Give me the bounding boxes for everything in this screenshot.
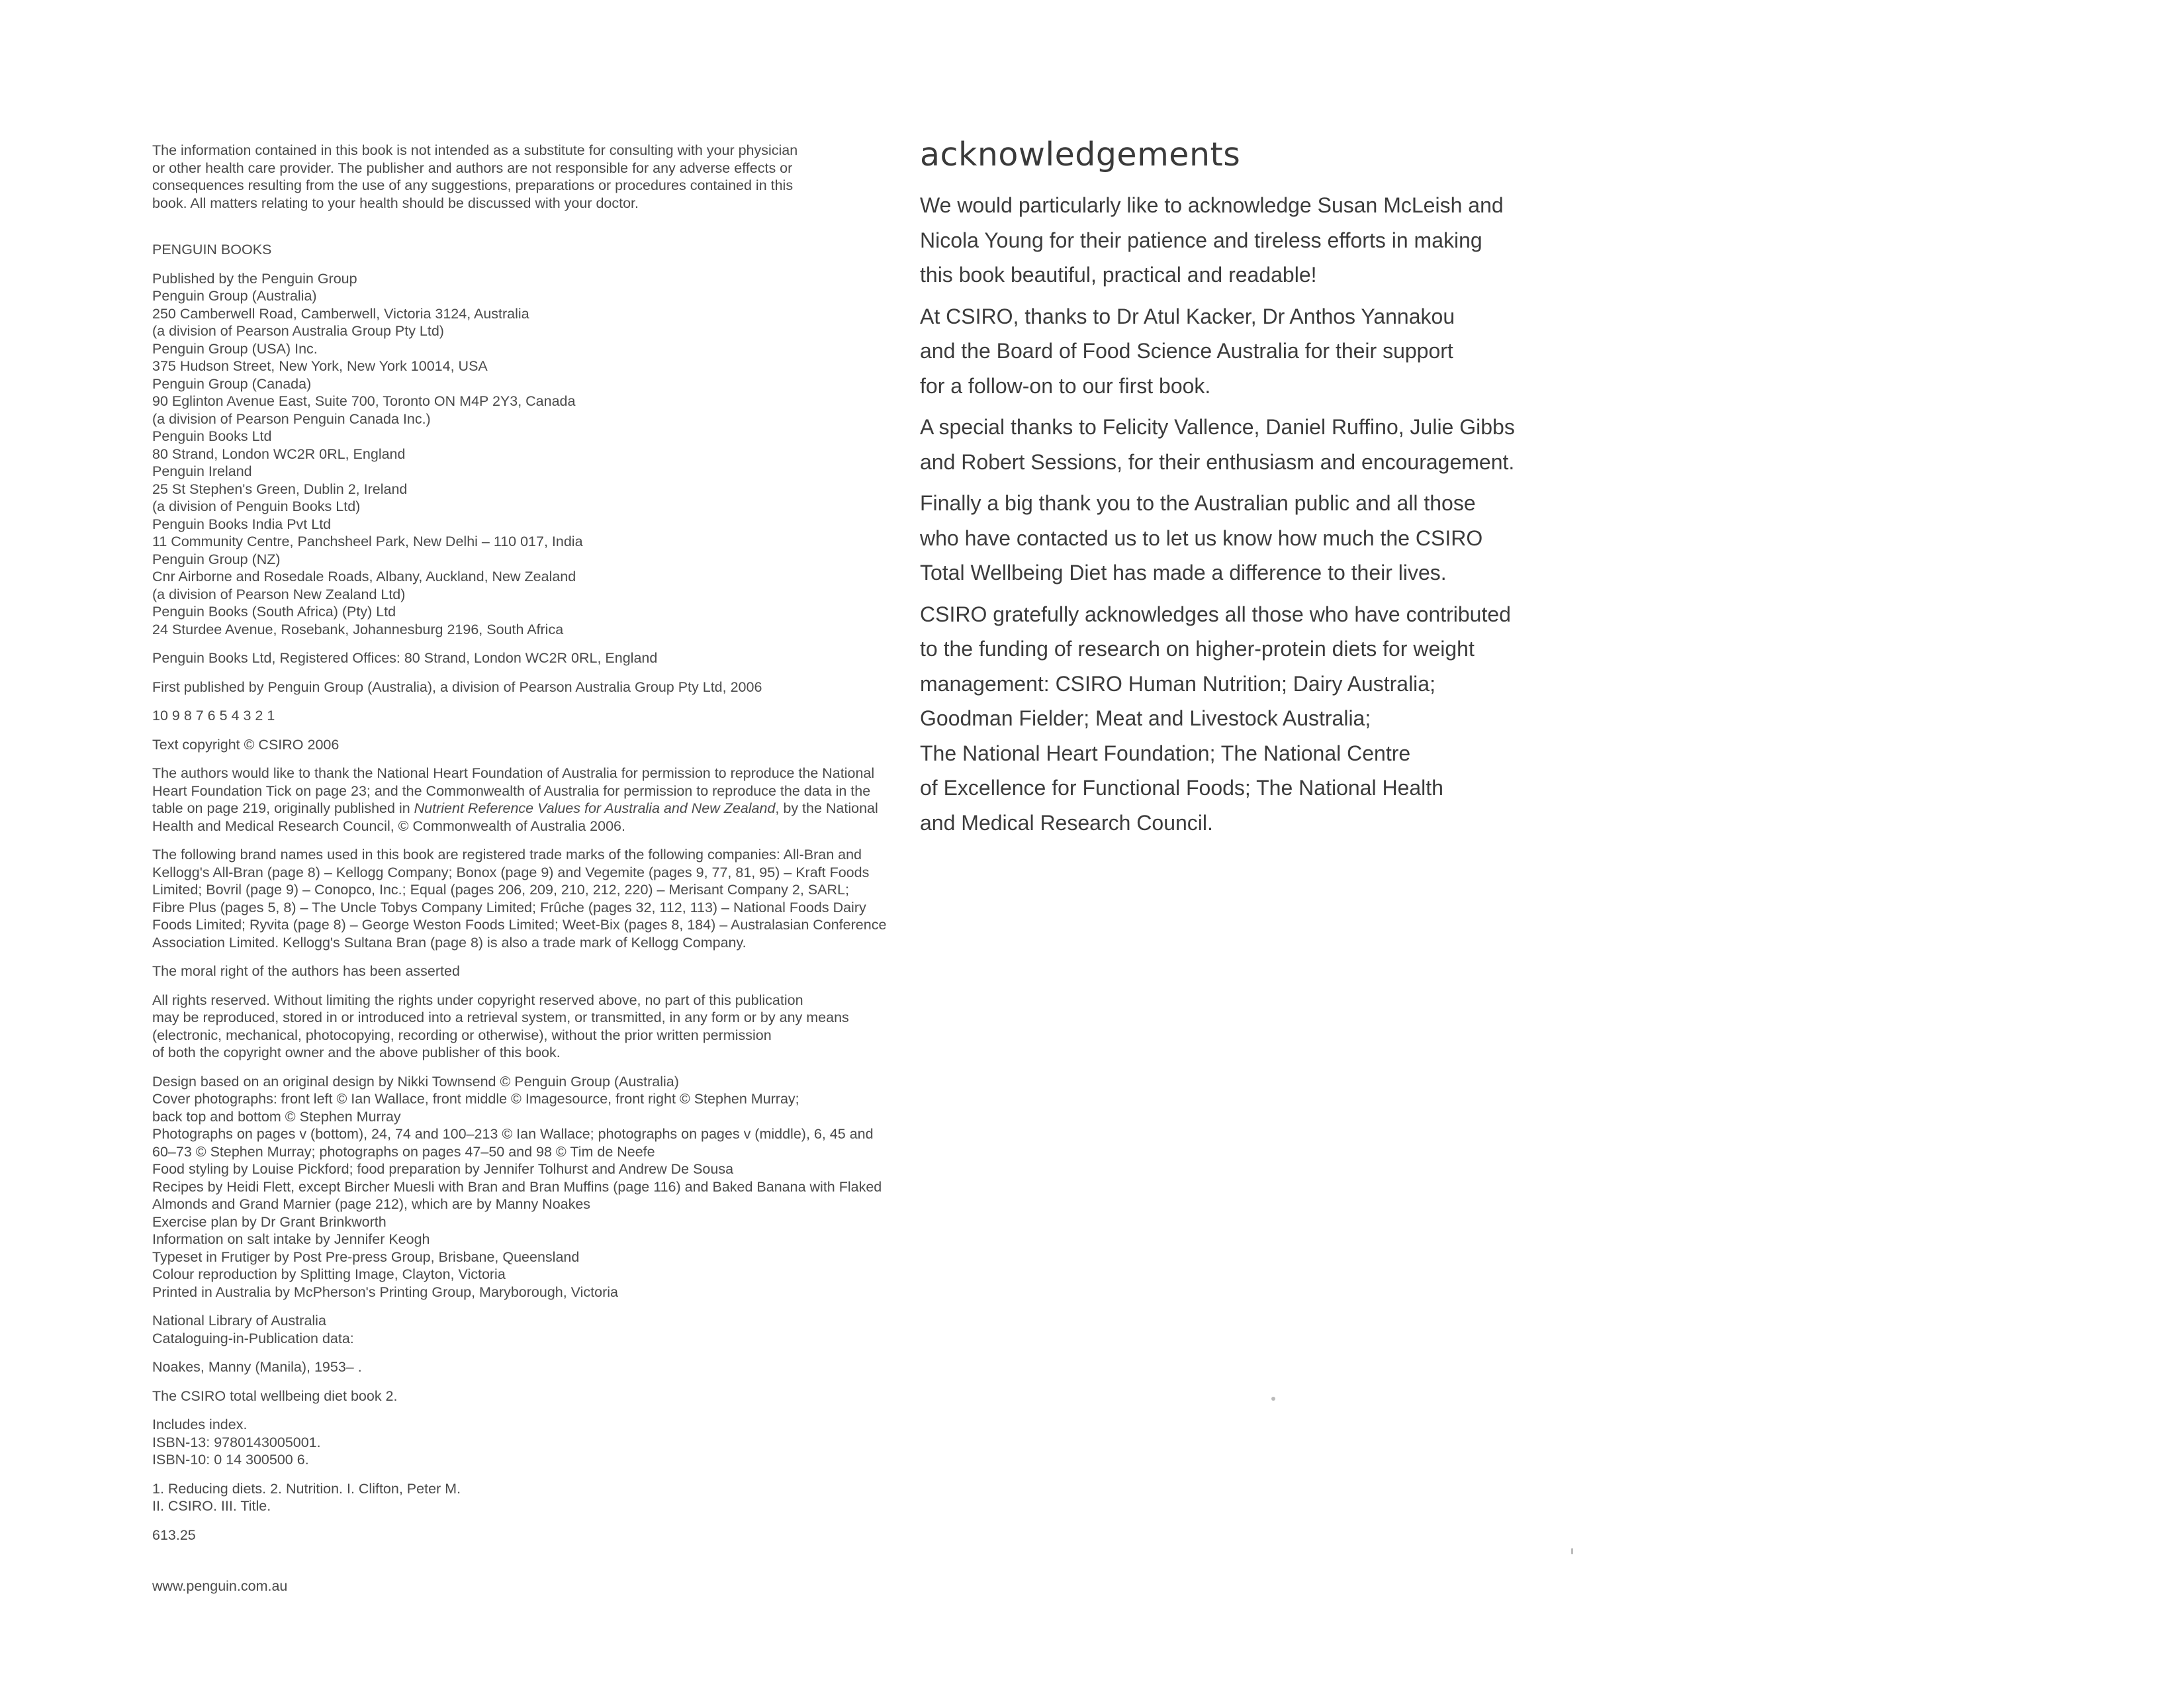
scan-speck <box>1571 1548 1573 1554</box>
dewey-number: 613.25 <box>152 1526 196 1543</box>
registered-offices: Penguin Books Ltd, Registered Offices: 80 Strand, London WC2R 0RL, England <box>152 650 658 666</box>
cip-author: Noakes, Manny (Manila), 1953– . <box>152 1359 362 1375</box>
cip-subjects: 1. Reducing diets. 2. Nutrition. I. Clifton, Peter M. II. CSIRO. III. Title. <box>152 1480 461 1514</box>
publisher-addresses: Published by the Penguin Group Penguin Group (Australia) 250 Camberwell Road, Camberwell, Victoria 3124, Australia (a division of Pearson Australia Group Pty Ltd) Penguin Group (USA) Inc. 375 Hudson Street, New York, New York 10014, USA Penguin Group (Canada) 90 Eglinton Avenue East, Suite 700, Toronto ON M4P 2Y3, Canada (a division of Pearson Penguin Canada Inc.) Penguin Books Ltd 80 Strand, London WC2R 0RL, England Penguin Ireland 25 St Stephen's Green, Dublin 2, Ireland (a division of Penguin Books Ltd) Penguin Books India Pvt Ltd 11 Community Centre, Panchsheel Park, New Delhi – 110 017, India Penguin Group (NZ) Cnr Airborne and Rosedale Roads, Albany, Auckland, New Zealand (a division of Pearson New Zealand Ltd) Penguin Books (South Africa) (Pty) Ltd 24 Sturdee Avenue, Rosebank, Johannesburg 2196, South Africa <box>152 270 583 637</box>
credits: Design based on an original design by Nikki Townsend © Penguin Group (Australia) Cover photographs: front left © Ian Wallace, front middle © Imagesource, front right © Stephen Murray; back top and bottom © Stephen Murray Photographs on pages v (bottom), 24, 74 and 100–213 © Ian Wallace; photographs on pages v (middle), 6, 45 and 60–73 © Stephen Murray; photographs on pages 47–50 and 98 © Tim de Neefe Food styling by Louise Pickford; food preparation by Jennifer Tolhurst and Andrew De Sousa Recipes by Heidi Flett, except Bircher Muesli with Bran and Bran Muffins (page 116) and Baked Banana with Flaked Almonds and Grand Marnier (page 212), which are by Manny Noakes Exercise plan by Dr Grant Brinkworth Information on salt intake by Jennifer Keogh Typeset in Frutiger by Post Pre-press Group, Brisbane, Queensland Colour reproduction by Splitting Image, Clayton, Victoria Printed in Australia by McPherson's Printing Group, Maryborough, Victoria <box>152 1073 882 1300</box>
ack-paragraph: CSIRO gratefully acknowledges all those who have contributed to the funding of research on higher-protein diets for weight management: CSIRO Human Nutrition; Dairy Australia; Goodman Fielder; Meat and Livestock Australia; The National Heart Foundation; The National Centre of Excellence for Functional Foods; The National Health and Medical Research Council. <box>920 602 1511 835</box>
text-copyright: Text copyright © CSIRO 2006 <box>152 736 340 753</box>
permissions-thanks: The authors would like to thank the National Heart Foundation of Australia for permission to reproduce the National Heart Foundation Tick on page 23; and the Commonwealth of Australia for permission to reproduce the data in the table on page 219, originally published in Nutrient Reference Values for Australia and New Zealand, by the National Health and Medical Research Council, © Commonwealth of Australia 2006. <box>152 765 878 834</box>
copyright-page <box>152 142 893 1555</box>
scan-speck <box>1271 1397 1275 1401</box>
print-line: 10 9 8 7 6 5 4 3 2 1 <box>152 708 275 724</box>
cip-isbn: Includes index. ISBN-13: 9780143005001. ISBN-10: 0 14 300500 6. <box>152 1417 321 1468</box>
acknowledgements-page <box>920 136 1529 847</box>
publisher-website: www.penguin.com.au <box>152 1578 288 1594</box>
ack-paragraph: Finally a big thank you to the Australian public and all those who have contacted us to let us know how much the CSIRO Total Wellbeing Diet has made a difference to their lives. <box>920 491 1483 585</box>
book-title-italic: Nutrient Reference Values for Australia and New Zealand <box>414 800 776 816</box>
library-catalogue: National Library of Australia Cataloguing-in-Publication data: <box>152 1313 354 1346</box>
rights-reserved: All rights reserved. Without limiting the rights under copyright reserved above, no part of this publication may be reproduced, stored in or introduced into a retrieval system, or transmitted, in any form or by any means (electronic, mechanical, photocopying, recording or otherwise), without the prior written permission of both the copyright owner and the above publisher of this book. <box>152 992 849 1060</box>
ack-paragraph: At CSIRO, thanks to Dr Atul Kacker, Dr Anthos Yannakou and the Board of Food Science Australia for their support for a follow-on to our first book. <box>920 304 1455 398</box>
cip-title: The CSIRO total wellbeing diet book 2. <box>152 1387 398 1404</box>
first-published: First published by Penguin Group (Australia), a division of Pearson Australia Group Pty Ltd, 2006 <box>152 679 762 695</box>
ack-paragraph: A special thanks to Felicity Vallence, Daniel Ruffino, Julie Gibbs and Robert Sessions, for their enthusiasm and encouragement. <box>920 415 1515 474</box>
disclaimer: The information contained in this book is not intended as a substitute for consulting with your physician or other health care provider. The publisher and authors are not responsible for any adverse effects or consequences resulting from the use of any suggestions, preparations or procedures contained in this book. All matters relating to your health should be discussed with your doctor. <box>152 142 798 211</box>
imprint-heading: PENGUIN BOOKS <box>152 242 272 258</box>
ack-paragraph: We would particularly like to acknowledge Susan McLeish and Nicola Young for their patience and tireless efforts in making this book beautiful, practical and readable! <box>920 193 1504 287</box>
page-title: acknowledgements <box>920 136 1241 173</box>
moral-right: The moral right of the authors has been asserted <box>152 963 460 979</box>
trademarks: The following brand names used in this book are registered trade marks of the following companies: All-Bran and Kellogg's All-Bran (page 8) – Kellogg Company; Bonox (page 9) and Vegemite (pages 9, 77, 81, 95) – Kraft Foods Limited; Bovril (page 9) – Conopco, Inc.; Equal (pages 206, 209, 210, 212, 220) – Merisant Company 2, SARL; Fibre Plus (pages 5, 8) – The Uncle Tobys Company Limited; Frûche (pages 32, 112, 113) – National Foods Dairy Foods Limited; Ryvita (page 8) – George Weston Foods Limited; Weet-Bix (pages 8, 184) – Australasian Conference Association Limited. Kellogg's Sultana Bran (page 8) is also a trade mark of Kellogg Company. <box>152 847 887 951</box>
